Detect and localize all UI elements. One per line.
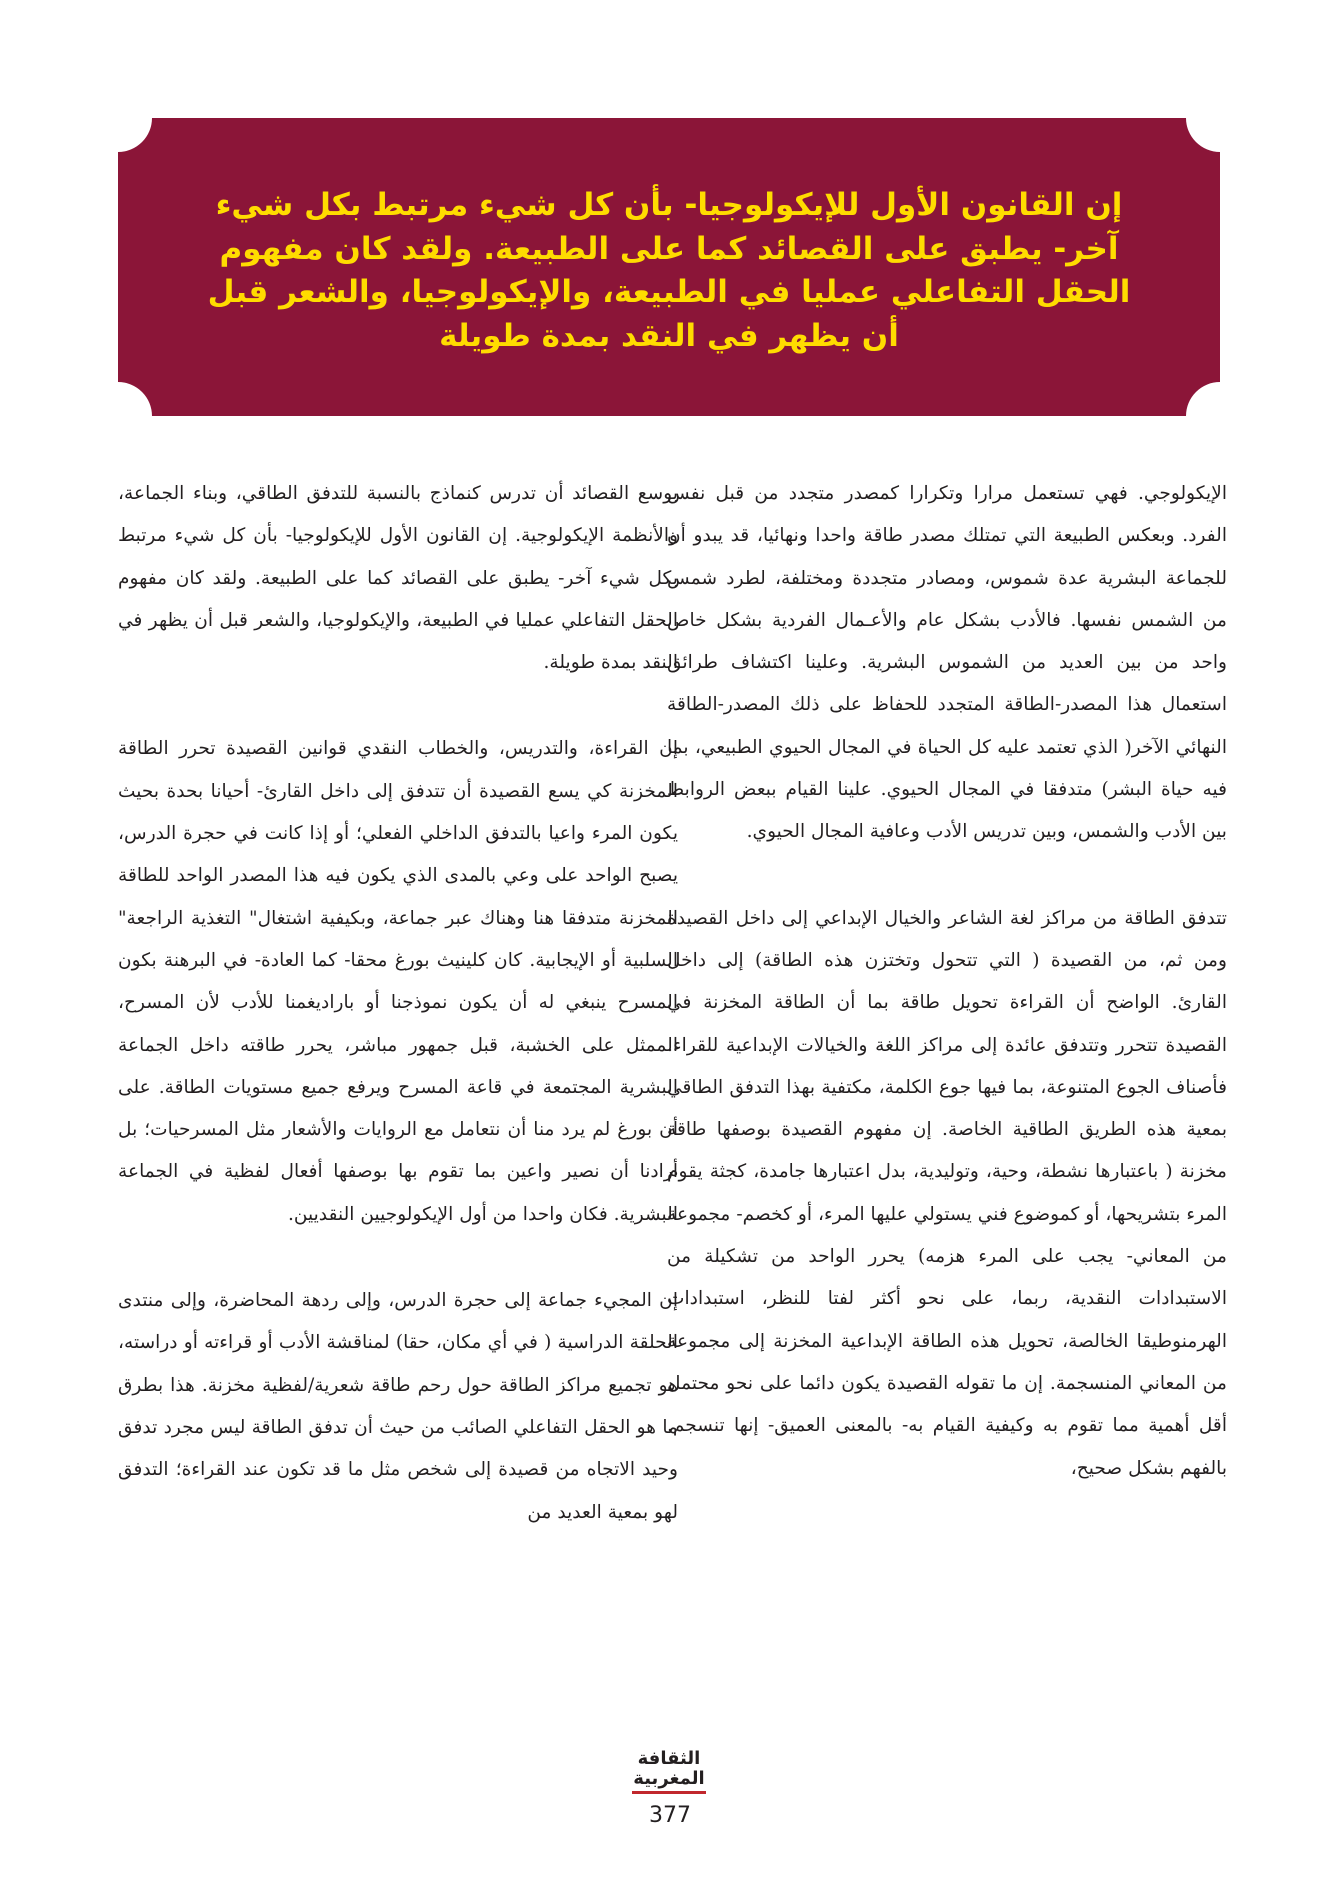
left-paragraph-3: إن المجيء جماعة إلى حجرة الدرس، وإلى ردهة المحاضرة، وإلى منتدى الحلقة الدراسية ( في أي مكان، حقا) لمناقشة الأدب أو قراءته أو دراسته، هو تجميع مراكز الطاقة حول رحم طاقة شعرية/لفظية مخزنة. هذا بطرق ما هو الحقل التفاعلي الصائب من حيث أن تدفق الطاقة ليس مجرد تدفق وحيد الاتجاه من قصيدة إلى شخص مثل ما قد تكون عند القراءة؛ التدفق لهو بمعية العديد من	[118, 1290, 678, 1523]
right-column	[667, 473, 1227, 1490]
left-paragraph-1: بوسع القصائد أن تدرس كنماذج بالنسبة للتدفق الطاقي، وبناء الجماعة، والأنظمة الإيكولوجية. إن القانون الأول للإيكولوجيا- بأن كل شيء مرتبط بكل شيء آخر- يطبق على القصائد كما على الطبيعة. ولقد كان مفهوم الحقل التفاعلي عمليا في الطبيعة، والإيكولوجيا، والشعر قبل أن يظهر في النقد بمدة طويلة.	[118, 483, 678, 674]
pull-quote-text: إن القانون الأول للإيكولوجيا- بأن كل شيء مرتبط بكل شيء آخر- يطبق على القصائد كما على الطبيعة. ولقد كان مفهوم الحقل التفاعلي عمليا في الطبيعة، والإيكولوجيا، والشعر قبل أن يظهر في النقد بمدة طويلة	[207, 187, 1131, 354]
right-paragraph-2: تتدفق الطاقة من مراكز لغة الشاعر والخيال الإبداعي إلى داخل القصيدة ومن ثم، من القصيدة ( التي تتحول وتختزن هذه الطاقة) إلى داخل القارئ. الواضح أن القراءة تحويل طاقة بما أن الطاقة المخزنة في القصيدة تتحرر وتتدفق عائدة إلى مراكز اللغة والخيالات الإبداعية للقراء. فأصناف الجوع المتنوعة، بما فيها جوع الكلمة، مكتفية بهذا التدفق الطاقي بمعية هذه الطريق الطاقية الخاصة. إن مفهوم القصيدة بوصفها طاقة مخزنة ( باعتبارها نشطة، وحية، وتوليدية، بدل اعتبارها جامدة، كجثة يقوم المرء بتشريحها، أو كموضوع فني يستولي عليها المرء، أو كخصم- مجموعة من المعاني- يجب على المرء هزمه) يحرر الواحد من تشكيلة من الاستبدادات النقدية، ربما، على نحو أكثر لفتا للنظر، استبدادات الهرمنوطيقا الخالصة، تحويل هذه الطاقة الإبداعية المخزنة إلى مجموعة من المعاني المنسجمة. إن ما تقوله القصيدة يكون دائما على نحو محتمل أقل أهمية مما تقوم به وكيفية القيام به- بالمعنى العميق- إنها تنسجم. بالفهم بشكل صحيح،	[667, 907, 1227, 1479]
logo-accent-bar	[632, 1791, 706, 1794]
page-number: 377	[649, 1803, 691, 1828]
magazine-logo	[628, 1749, 710, 1795]
logo-line-1: الثقافة	[637, 1748, 701, 1769]
left-paragraph-2: إن القراءة، والتدريس، والخطاب النقدي قوانين القصيدة تحرر الطاقة المخزنة كي يسع القصيدة أن تتدفق إلى داخل القارئ- أحيانا بحدة بحيث يكون المرء واعيا بالتدفق الداخلي الفعلي؛ أو إذا كانت في حجرة الدرس، يصبح الواحد على وعي بالمدى الذي يكون فيه هذا المصدر الواحد للطاقة المخزنة متدفقا هنا وهناك عبر جماعة، وبكيفية اشتغال" التغذية الراجعة" السلبية أو الإيجابية. كان كلينيث بورغ محقا- كما العادة- في البرهنة بكون المسرح ينبغي له أن يكون نموذجنا أو باراديغمنا للأدب لأن المسرح، الممثل على الخشبة، قبل جمهور مباشر، يحرر طاقته داخل الجماعة البشرية المجتمعة في قاعة المسرح ويرفع جميع مستويات الطاقة. على أن بورغ لم يرد منا أن نتعامل مع الروايات والأشعار مثل المسرحيات؛ بل أرادنا أن نصير واعين بما تقوم بها بوصفها أفعال لفظية في الجماعة البشرية. فكان واحدا من أول الإيكولوجيين النقديين.	[118, 738, 678, 1225]
left-column	[118, 473, 678, 1534]
pull-quote-banner	[118, 118, 1220, 416]
logo-line-2: المغربية	[633, 1768, 705, 1789]
right-paragraph-1: الإيكولوجي. فهي تستعمل مرارا وتكرارا كمصدر متجدد من قبل نفس الفرد. وبعكس الطبيعة التي تمتلك مصدر طاقة واحدا ونهائيا، قد يبدو أن للجماعة البشرية عدة شموس، ومصادر متجددة ومختلفة، لطرد شمس من الشمس نفسها. فالأدب بشكل عام والأعـمال الفردية بشكل خاص واحد من بين العديد من الشموس البشرية. وعلينا اكتشاف طرائق استعمال هذا المصدر-الطاقة المتجدد للحفاظ على ذلك المصدر-الطاقة النهائي الآخر( الذي تعتمد عليه كل الحياة في المجال الحيوي الطبيعي، بما فيه حياة البشر) متدفقا في المجال الحيوي. علينا القيام ببعض الروابط بين الأدب والشمس، وبين تدريس الأدب وعافية المجال الحيوي.	[667, 483, 1227, 843]
